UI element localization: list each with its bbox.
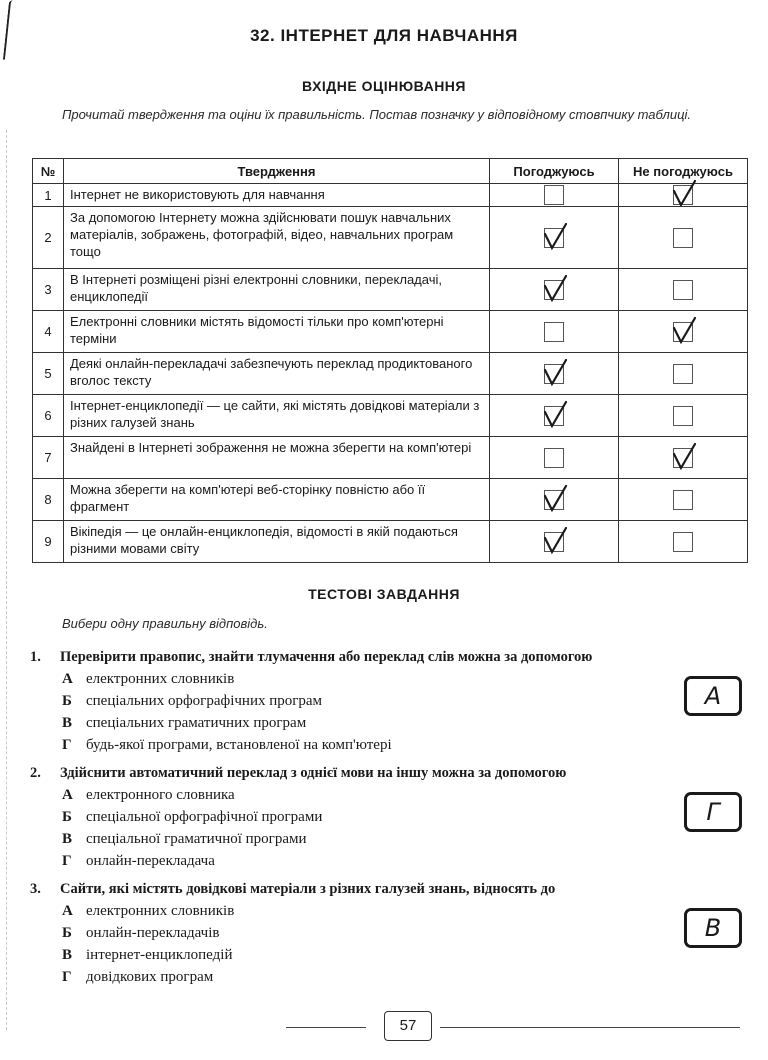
answer-option[interactable] [30, 900, 750, 922]
option-letter: Г [62, 853, 72, 869]
checkmark-icon [542, 358, 568, 386]
option-text: спеціальної орфографічної програми [86, 809, 323, 825]
agree-checkbox[interactable] [544, 280, 564, 300]
disagree-checkbox[interactable] [673, 280, 693, 300]
agree-checkbox[interactable] [544, 448, 564, 468]
answer-option[interactable] [30, 922, 750, 944]
disagree-checkbox[interactable] [673, 406, 693, 426]
question-text: Здійснити автоматичний переклад з однієї мови на іншу можна за допомогою [60, 765, 567, 781]
header-agree: Погоджуюсь [490, 159, 619, 184]
table-header-row [33, 159, 748, 184]
answer-option[interactable] [30, 690, 750, 712]
disagree-cell [619, 437, 748, 479]
question-stem [30, 646, 750, 668]
statement-text: Деякі онлайн-перекладачі забезпечують переклад продиктованого вголос тексту [64, 353, 490, 395]
section-title-tests: ТЕСТОВІ ЗАВДАННЯ [308, 586, 460, 602]
answer-option[interactable] [30, 850, 750, 872]
answer-option[interactable] [30, 712, 750, 734]
question-number: 3. [30, 881, 41, 897]
agree-cell [490, 479, 619, 521]
footer-rule-right [440, 1027, 740, 1028]
agree-checkbox[interactable] [544, 490, 564, 510]
row-number: 1 [33, 184, 64, 207]
page-number: 57 [384, 1011, 432, 1041]
table-row [33, 395, 748, 437]
row-number: 4 [33, 311, 64, 353]
answer-option[interactable] [30, 668, 750, 690]
agree-checkbox[interactable] [544, 364, 564, 384]
disagree-checkbox[interactable] [673, 322, 693, 342]
row-number: 9 [33, 521, 64, 563]
disagree-cell [619, 353, 748, 395]
checkmark-icon [671, 179, 697, 207]
question-text: Сайти, які містять довідкові матеріали з різних галузей знань, відносять до [60, 881, 556, 897]
option-text: інтернет-енциклопедій [86, 947, 233, 963]
header-disagree: Не погоджуюсь [619, 159, 748, 184]
agree-cell [490, 521, 619, 563]
answer-option[interactable] [30, 944, 750, 966]
margin-guide [6, 130, 8, 1030]
agree-cell [490, 395, 619, 437]
option-text: спеціальної граматичної програми [86, 831, 307, 847]
option-letter: Г [62, 969, 72, 985]
option-letter: А [62, 671, 73, 687]
table-row [33, 479, 748, 521]
table-row [33, 207, 748, 269]
option-letter: Б [62, 925, 72, 941]
checkmark-icon [671, 316, 697, 344]
statement-text: Знайдені в Інтернеті зображення не можна зберегти на комп'ютері [64, 437, 490, 479]
question-stem [30, 878, 750, 900]
row-number: 7 [33, 437, 64, 479]
option-text: електронних словників [86, 671, 235, 687]
row-number: 5 [33, 353, 64, 395]
statement-text: Електронні словники містять відомості тільки про комп'ютерні терміни [64, 311, 490, 353]
option-letter: Б [62, 809, 72, 825]
disagree-cell [619, 184, 748, 207]
option-letter: В [62, 947, 73, 963]
option-letter: Г [62, 737, 72, 753]
checkmark-icon [671, 442, 697, 470]
disagree-cell [619, 269, 748, 311]
option-text: електронного словника [86, 787, 235, 803]
table-row [33, 269, 748, 311]
checkmark-icon [542, 484, 568, 512]
agree-checkbox[interactable] [544, 406, 564, 426]
section-title-entry-assessment: ВХІДНЕ ОЦІНЮВАННЯ [302, 78, 466, 94]
agree-cell [490, 184, 619, 207]
question-stem [30, 762, 750, 784]
row-number: 3 [33, 269, 64, 311]
statement-text: В Інтернеті розміщені різні електронні словники, перекладачі, енциклопедії [64, 269, 490, 311]
statement-text: Інтернет не використовують для навчання [64, 184, 490, 207]
answer-option[interactable] [30, 806, 750, 828]
table-row [33, 437, 748, 479]
answer-box[interactable]: В [684, 908, 742, 948]
agree-checkbox[interactable] [544, 228, 564, 248]
agree-checkbox[interactable] [544, 185, 564, 205]
checkmark-icon [542, 222, 568, 250]
option-letter: В [62, 715, 73, 731]
checkmark-icon [542, 400, 568, 428]
option-text: онлайн-перекладача [86, 853, 215, 869]
option-text: будь-якої програми, встановленої на комп'ютері [86, 737, 392, 753]
table-row [33, 184, 748, 207]
answer-option[interactable] [30, 734, 750, 756]
question-number: 2. [30, 765, 41, 781]
agree-cell [490, 269, 619, 311]
statement-text: За допомогою Інтернету можна здійснювати пошук навчальних матеріалів, зображень, фотографій, відео, навчальних програм тощо [64, 207, 490, 269]
option-letter: А [62, 903, 73, 919]
test-questions [30, 646, 750, 994]
disagree-checkbox[interactable] [673, 532, 693, 552]
disagree-cell [619, 311, 748, 353]
table-row [33, 521, 748, 563]
disagree-checkbox[interactable] [673, 185, 693, 205]
question-text: Перевірити правопис, знайти тлумачення або переклад слів можна за допомогою [60, 649, 593, 665]
test-question [30, 878, 750, 988]
answer-option[interactable] [30, 828, 750, 850]
agree-cell [490, 353, 619, 395]
option-text: електронних словників [86, 903, 235, 919]
header-statement: Твердження [64, 159, 490, 184]
option-letter: В [62, 831, 73, 847]
disagree-checkbox[interactable] [673, 228, 693, 248]
answer-option[interactable] [30, 784, 750, 806]
option-text: спеціальних орфографічних програм [86, 693, 323, 709]
agree-cell [490, 311, 619, 353]
row-number: 8 [33, 479, 64, 521]
disagree-checkbox[interactable] [673, 364, 693, 384]
statement-text: Вікіпедія — це онлайн-енциклопедія, відомості в якій подаються різними мовами світу [64, 521, 490, 563]
statement-text: Інтернет-енциклопедії — це сайти, які містять довідкові матеріали з різних галузей знань [64, 395, 490, 437]
disagree-cell [619, 521, 748, 563]
option-text: довідкових програм [86, 969, 214, 985]
row-number: 2 [33, 207, 64, 269]
option-text: спеціальних граматичних програм [86, 715, 307, 731]
table-body [33, 184, 748, 563]
option-text: онлайн-перекладачів [86, 925, 220, 941]
checkmark-icon [542, 526, 568, 554]
page-title: 32. ІНТЕРНЕТ ДЛЯ НАВЧАННЯ [250, 26, 518, 45]
table-row [33, 311, 748, 353]
agree-cell [490, 207, 619, 269]
test-question [30, 762, 750, 872]
disagree-cell [619, 479, 748, 521]
agree-checkbox[interactable] [544, 532, 564, 552]
question-number: 1. [30, 649, 41, 665]
agree-checkbox[interactable] [544, 322, 564, 342]
checkmark-icon [542, 274, 568, 302]
test-question [30, 646, 750, 756]
disagree-cell [619, 207, 748, 269]
statement-text: Можна зберегти на комп'ютері веб-сторінку повністю або її фрагмент [64, 479, 490, 521]
statements-table [32, 158, 748, 563]
header-num: № [33, 159, 64, 184]
agree-cell [490, 437, 619, 479]
row-number: 6 [33, 395, 64, 437]
option-letter: А [62, 787, 73, 803]
section-instruction-entry: Прочитай твердження та оціни їх правильність. Постав позначку у відповідному стовпчику таблиці. [62, 107, 692, 122]
answer-box[interactable]: Г [684, 792, 742, 832]
answer-box[interactable]: А [684, 676, 742, 716]
section-instruction-tests: Вибери одну правильну відповідь. [62, 616, 268, 631]
answer-option[interactable] [30, 966, 750, 988]
disagree-cell [619, 395, 748, 437]
disagree-checkbox[interactable] [673, 448, 693, 468]
table-row [33, 353, 748, 395]
disagree-checkbox[interactable] [673, 490, 693, 510]
footer-rule-left [286, 1027, 366, 1028]
option-letter: Б [62, 693, 72, 709]
